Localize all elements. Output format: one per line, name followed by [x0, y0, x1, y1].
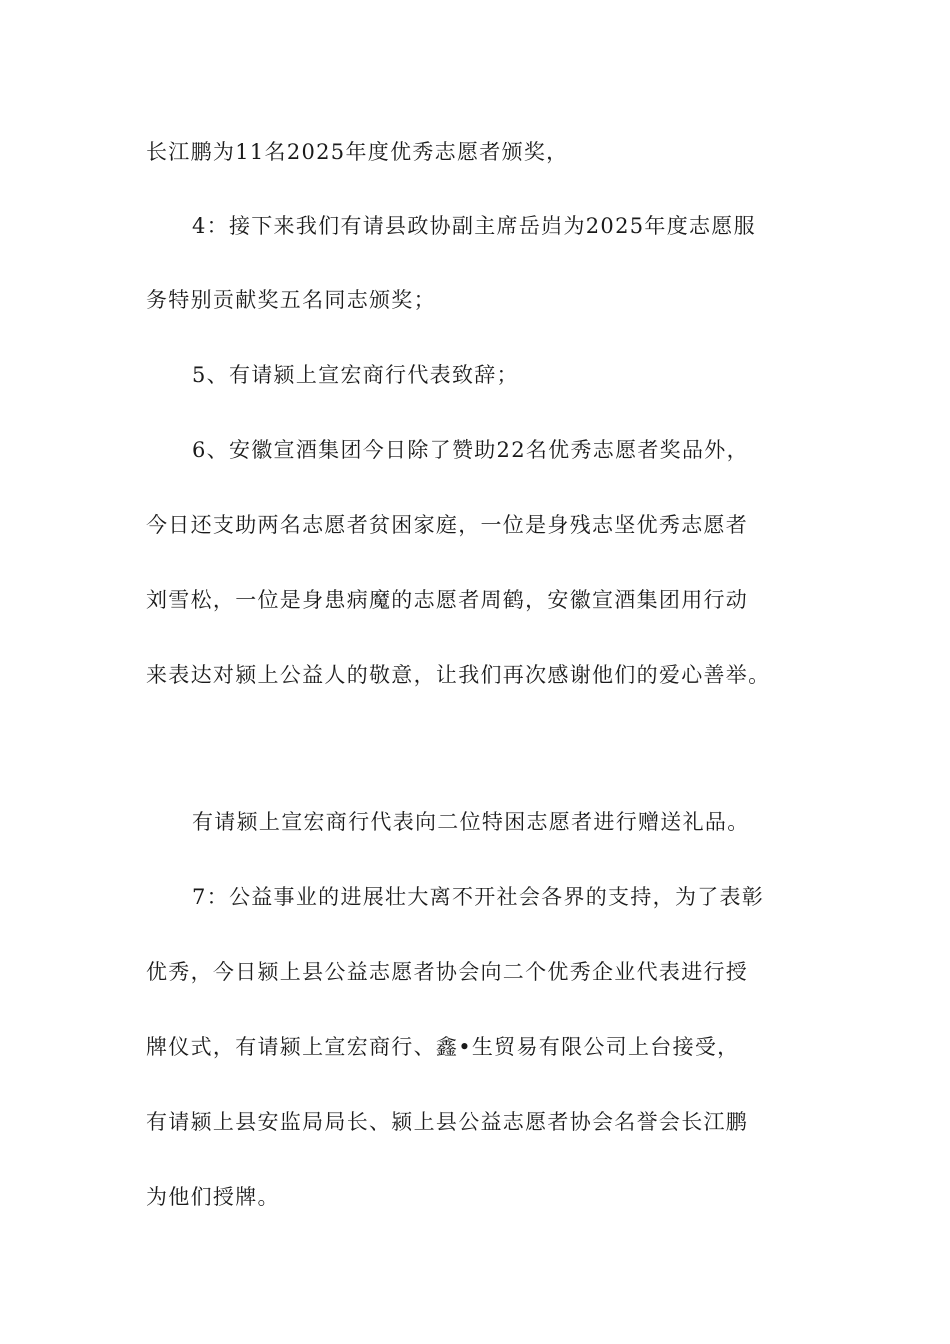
text-line-3: 务特别贡献奖五名同志颁奖； [146, 288, 436, 312]
text-line-13: 有请颍上县安监局局长、颍上县公益志愿者协会名誉会长江鹏 [146, 1110, 749, 1134]
text-line-8: 来表达对颍上公益人的敬意，让我们再次感谢他们的爱心善举。 [146, 663, 771, 687]
text-line-1: 长江鹏为11名2025年度优秀志愿者颁奖， [146, 140, 569, 164]
text-line-11: 优秀，今日颍上县公益志愿者协会向二个优秀企业代表进行授 [146, 960, 749, 984]
text-line-9: 有请颍上宣宏商行代表向二位特困志愿者进行赠送礼品。 [192, 810, 750, 834]
text-line-2: 4：接下来我们有请县政协副主席岳岿为2025年度志愿服 [192, 214, 756, 238]
text-line-14: 为他们授牌。 [146, 1185, 280, 1209]
text-line-5: 6、安徽宣酒集团今日除了赞助22名优秀志愿者奖品外， [192, 438, 749, 462]
text-line-4: 5、有请颍上宣宏商行代表致辞； [192, 363, 519, 387]
text-line-12: 牌仪式，有请颍上宣宏商行、鑫•生贸易有限公司上台接受， [146, 1035, 740, 1059]
text-line-6: 今日还支助两名志愿者贫困家庭，一位是身残志坚优秀志愿者 [146, 513, 749, 537]
text-line-7: 刘雪松，一位是身患病魔的志愿者周鹤，安徽宣酒集团用行动 [146, 588, 749, 612]
text-line-10: 7：公益事业的进展壮大离不开社会各界的支持，为了表彰 [192, 885, 765, 909]
